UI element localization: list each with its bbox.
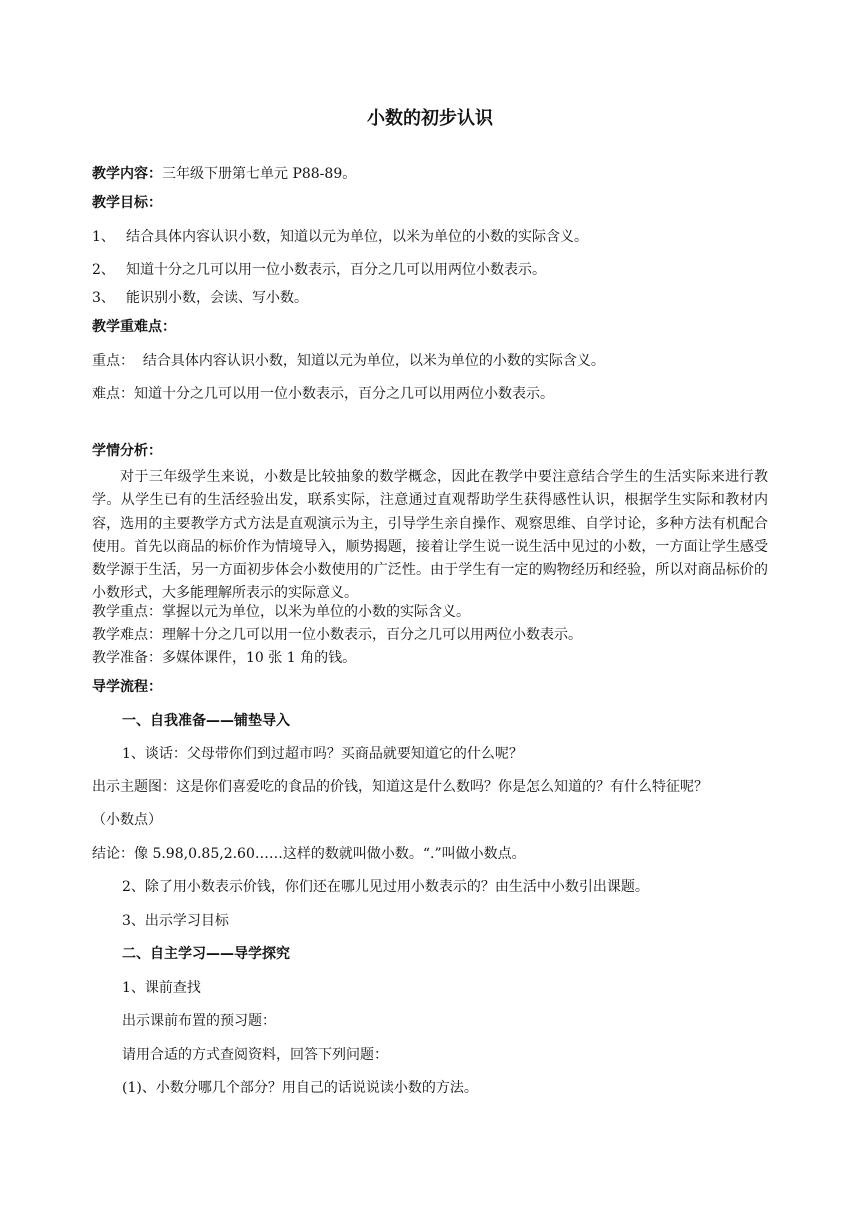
flow-step: （小数点） — [92, 812, 162, 828]
flow-step: 出示课前布置的预习题： — [122, 1013, 276, 1029]
flow-step: 3、出示学习目标 — [122, 913, 229, 929]
goal-num: 3、 — [92, 290, 115, 306]
flow-heading: 导学流程： — [92, 679, 162, 695]
key-point-difficulty: 难点：知道十分之几可以用一位小数表示，百分之几可以用两位小数表示。 — [92, 386, 554, 402]
analysis-prep: 教学准备：多媒体课件，10 张 1 角的钱。 — [92, 650, 357, 666]
analysis-heading: 学情分析： — [92, 443, 162, 459]
teaching-content-label: 教学内容： — [92, 166, 162, 182]
section-two-heading: 二、自主学习——导学探究 — [122, 946, 290, 962]
goal-num: 1、 — [92, 229, 115, 245]
key-point-focus: 重点： 结合具体内容认识小数，知道以元为单位，以米为单位的小数的实际含义。 — [92, 353, 605, 369]
analysis-paragraph: 对于三年级学生来说，小数是比较抽象的数学概念，因此在教学中要注意结合学生的生活实际来进行教学。从学生已有的生活经验出发，联系实际，注意通过直观帮助学生获得感性认识，根据学生实际和教材内容，选用的主要教学方式方法是直观演示为主，引导学生亲自操作、观察思维、自学讨论，多种方法有机配合使用。首先以商品的标价作为情境导入，顺势揭题，接着让学生说一说生活中见过的小数，一方面让学生感受数学源于生活，另一方面初步体会小数使用的广泛性。由于学生有一定的购物经历和经验，所以对商品标价的小数形式，大多能理解所表示的实际意义。 — [92, 469, 768, 602]
key-points-heading: 教学重难点： — [92, 319, 176, 335]
goal-num: 2、 — [92, 262, 115, 278]
page-title: 小数的初步认识 — [367, 108, 493, 129]
goal-text: 能识别小数，会读、写小数。 — [126, 290, 308, 306]
flow-question: (1)、小数分哪几个部分？用自己的话说说读小数的方法。 — [122, 1080, 478, 1096]
goal-item — [92, 226, 588, 248]
flow-step: 出示主题图：这是你们喜爱吃的食品的价钱，知道这是什么数吗？你是怎么知道的？有什么特征呢？ — [92, 779, 708, 795]
section-one-heading: 一、自我准备——铺垫导入 — [122, 713, 290, 729]
goals-heading: 教学目标： — [92, 195, 162, 211]
teaching-content-value: 三年级下册第七单元 P88-89。 — [162, 166, 357, 182]
goal-item — [92, 287, 308, 309]
flow-step: 请用合适的方式查阅资料，回答下列问题： — [122, 1047, 388, 1063]
goal-text: 结合具体内容认识小数，知道以元为单位，以米为单位的小数的实际含义。 — [126, 229, 588, 245]
flow-step: 2、除了用小数表示价钱，你们还在哪儿见过用小数表示的？由生活中小数引出课题。 — [122, 879, 649, 895]
flow-step: 1、谈话：父母带你们到过超市吗？买商品就要知道它的什么呢？ — [122, 746, 523, 762]
flow-conclusion: 结论：像 5.98,0.85,2.60……这样的数就叫做小数。“.”叫做小数点。 — [92, 846, 526, 862]
analysis-difficulty: 教学难点：理解十分之几可以用一位小数表示，百分之几可以用两位小数表示。 — [92, 627, 582, 643]
goal-text: 知道十分之几可以用一位小数表示，百分之几可以用两位小数表示。 — [126, 262, 546, 278]
goal-item — [92, 259, 546, 281]
teaching-content — [92, 163, 356, 185]
flow-step: 1、课前查找 — [122, 980, 201, 996]
analysis-focus: 教学重点：掌握以元为单位，以米为单位的小数的实际含义。 — [92, 604, 470, 620]
